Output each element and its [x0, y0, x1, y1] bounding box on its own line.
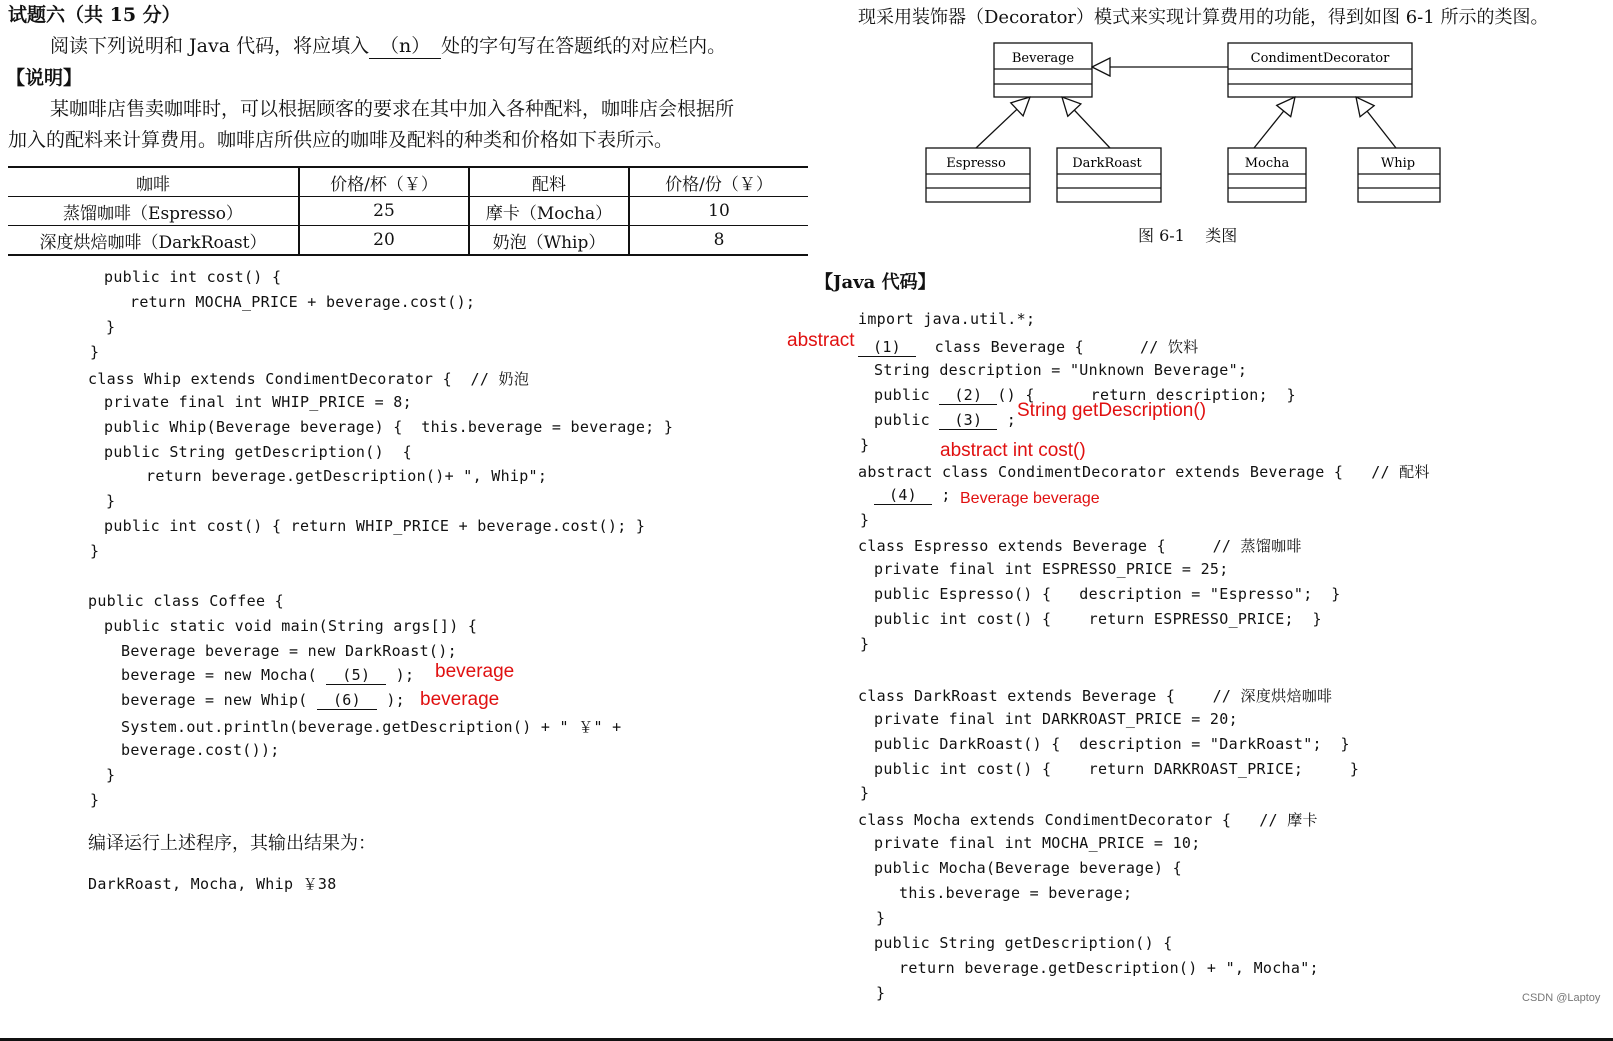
code-line: public int cost() { return WHIP_PRICE + beverage.cost(); }	[104, 517, 646, 535]
code-line: }	[106, 766, 116, 784]
figure-caption: 图 6-1 类图	[1138, 226, 1238, 245]
description-line-2: 加入的配料来计算费用。咖啡店所供应的咖啡及配料的种类和价格如下表所示。	[8, 129, 674, 151]
table-header-cell: 咖啡	[8, 167, 299, 197]
code-line: public int cost() { return ESPRESSO_PRICE; }	[874, 610, 1322, 628]
code-line: class Whip extends CondimentDecorator { // 奶泡	[88, 370, 530, 388]
code-line: this.beverage = beverage;	[899, 884, 1133, 902]
instruction-text-end: 处的字句写在答题纸的对应栏内。	[441, 35, 727, 57]
class-name: Espresso	[946, 156, 1006, 171]
code-line: public Espresso() { description = "Espresso"; }	[874, 585, 1341, 603]
blank-5: (5)	[326, 666, 386, 685]
class-diagram	[920, 38, 1450, 208]
table-cell: 奶泡（Whip）	[469, 226, 629, 256]
code-line: public DarkRoast() { description = "DarkRoast"; }	[874, 735, 1350, 753]
code-line-blank-6	[121, 691, 405, 710]
instruction-line	[50, 31, 726, 59]
answer-annotation-1: abstract	[787, 330, 855, 351]
class-box-condiment-decorator	[1228, 43, 1412, 97]
code-line: String description = "Unknown Beverage";	[874, 361, 1248, 379]
table-row	[8, 197, 808, 226]
code-line: }	[90, 542, 100, 560]
class-box-mocha	[1228, 148, 1306, 202]
code-line: public int cost() { return DARKROAST_PRICE; }	[874, 760, 1360, 778]
inherit-arrow	[976, 97, 1030, 148]
class-name: CondimentDecorator	[1250, 51, 1390, 66]
class-name: Whip	[1380, 156, 1416, 171]
code-text: beverage = new Mocha(	[121, 666, 317, 684]
code-line: private final int ESPRESSO_PRICE = 25;	[874, 560, 1229, 578]
code-line: private final int WHIP_PRICE = 8;	[104, 393, 412, 411]
answer-annotation-5: beverage	[435, 661, 515, 682]
code-line: public Whip(Beverage beverage) { this.beverage = beverage; }	[104, 418, 674, 436]
class-box-whip	[1358, 148, 1440, 202]
table-header-cell: 配料	[469, 167, 629, 197]
code-line: }	[90, 343, 100, 361]
code-line: class DarkRoast extends Beverage { // 深度烘焙咖啡	[858, 687, 1333, 705]
code-line: private final int DARKROAST_PRICE = 20;	[874, 710, 1238, 728]
result-value: DarkRoast, Mocha, Whip ￥38	[88, 875, 337, 893]
instruction-blank: （n）	[369, 31, 441, 59]
class-name: DarkRoast	[1072, 156, 1142, 171]
answer-annotation-3: abstract int cost()	[940, 440, 1086, 461]
code-line: }	[860, 784, 870, 802]
code-line: class Espresso extends Beverage { // 蒸馏咖啡	[858, 537, 1302, 555]
code-line: public Mocha(Beverage beverage) {	[874, 859, 1182, 877]
class-name: Mocha	[1244, 156, 1290, 171]
table-header-cell: 价格/份（￥）	[665, 174, 773, 195]
section-label: 【说明】	[6, 67, 83, 89]
code-line: Beverage beverage = new DarkRoast();	[121, 642, 457, 660]
code-text: class Beverage { // 饮料	[934, 338, 1199, 356]
watermark: CSDN @Laptoy	[1522, 992, 1601, 1004]
inherit-arrow	[1254, 97, 1295, 148]
price-table	[8, 166, 808, 256]
class-name: Beverage	[1011, 51, 1075, 66]
table-cell: 10	[708, 201, 730, 221]
code-line: private final int MOCHA_PRICE = 10;	[874, 834, 1201, 852]
code-line: public int cost() {	[104, 268, 282, 286]
code-line: }	[876, 984, 886, 1002]
code-line: public class Coffee {	[88, 592, 284, 610]
code-line: public static void main(String args[]) {	[104, 617, 478, 635]
class-box-espresso	[926, 148, 1030, 202]
blank-3: (3)	[939, 411, 997, 430]
table-cell: 深度烘焙咖啡（DarkRoast）	[8, 226, 299, 256]
code-line: public String getDescription() {	[104, 443, 412, 461]
code-line: return beverage.getDescription()+ ", Whip";	[146, 467, 548, 485]
code-text: public	[874, 386, 930, 404]
table-cell: 摩卡（Mocha）	[469, 197, 629, 226]
code-text: );	[386, 691, 405, 709]
code-text: () { return description; }	[997, 386, 1296, 404]
answer-annotation-2: String getDescription()	[1017, 400, 1207, 421]
table-cell: 20	[299, 226, 469, 256]
code-text: beverage = new Whip(	[121, 691, 308, 709]
code-line: return beverage.getDescription() + ", Mocha";	[899, 959, 1319, 977]
instruction-text: 阅读下列说明和 Java 代码，将应填入	[50, 35, 370, 57]
blank-6: (6)	[317, 691, 377, 710]
table-header-cell: 价格/杯（￥）	[299, 167, 469, 197]
class-box-darkroast	[1057, 148, 1161, 202]
code-line: System.out.println(beverage.getDescription() + " ￥" +	[121, 718, 622, 736]
code-line: }	[860, 635, 870, 653]
code-text: ;	[941, 486, 951, 504]
blank-2: (2)	[939, 386, 997, 405]
table-cell: 8	[713, 230, 725, 250]
code-line: }	[90, 791, 100, 809]
table-cell: 蒸馏咖啡（Espresso）	[8, 197, 299, 226]
code-text: );	[395, 666, 415, 684]
java-code-label: 【Java 代码】	[815, 272, 936, 293]
blank-1: (1)	[858, 338, 916, 357]
inherit-arrow	[1356, 97, 1396, 148]
code-line: abstract class CondimentDecorator extends Beverage { // 配料	[858, 463, 1430, 481]
code-line: }	[860, 511, 870, 529]
table-header-row	[8, 167, 808, 197]
code-line: public String getDescription() {	[874, 934, 1173, 952]
code-line: beverage.cost());	[121, 741, 280, 759]
code-line: }	[876, 909, 886, 927]
code-line: return MOCHA_PRICE + beverage.cost();	[130, 293, 476, 311]
question-title: 试题六（共 15 分）	[8, 4, 181, 26]
class-box-beverage	[994, 43, 1092, 97]
code-line-blank-3	[874, 411, 1016, 430]
code-line: import java.util.*;	[858, 310, 1036, 328]
code-text: ;	[1006, 411, 1017, 429]
code-line-blank-4	[874, 486, 951, 505]
inherit-arrow	[1062, 97, 1110, 148]
code-line: class Mocha extends CondimentDecorator { // 摩卡	[858, 811, 1318, 829]
blank-4: (4)	[874, 486, 932, 505]
description-line-1: 某咖啡店售卖咖啡时，可以根据顾客的要求在其中加入各种配料，咖啡店会根据所	[50, 98, 735, 120]
code-line: }	[106, 318, 116, 336]
code-line-blank-1	[858, 336, 1199, 357]
answer-annotation-6: beverage	[420, 689, 500, 710]
result-label: 编译运行上述程序，其输出结果为：	[88, 833, 376, 854]
table-row	[8, 226, 808, 256]
pattern-intro: 现采用装饰器（Decorator）模式来实现计算费用的功能，得到如图 6-1 所示的类图。	[858, 7, 1549, 28]
code-line-blank-5	[121, 666, 414, 685]
table-cell: 25	[299, 197, 469, 226]
code-text: public	[874, 411, 930, 429]
code-line: }	[860, 436, 870, 454]
code-line: }	[106, 492, 116, 510]
answer-annotation-4: Beverage beverage	[960, 490, 1100, 507]
